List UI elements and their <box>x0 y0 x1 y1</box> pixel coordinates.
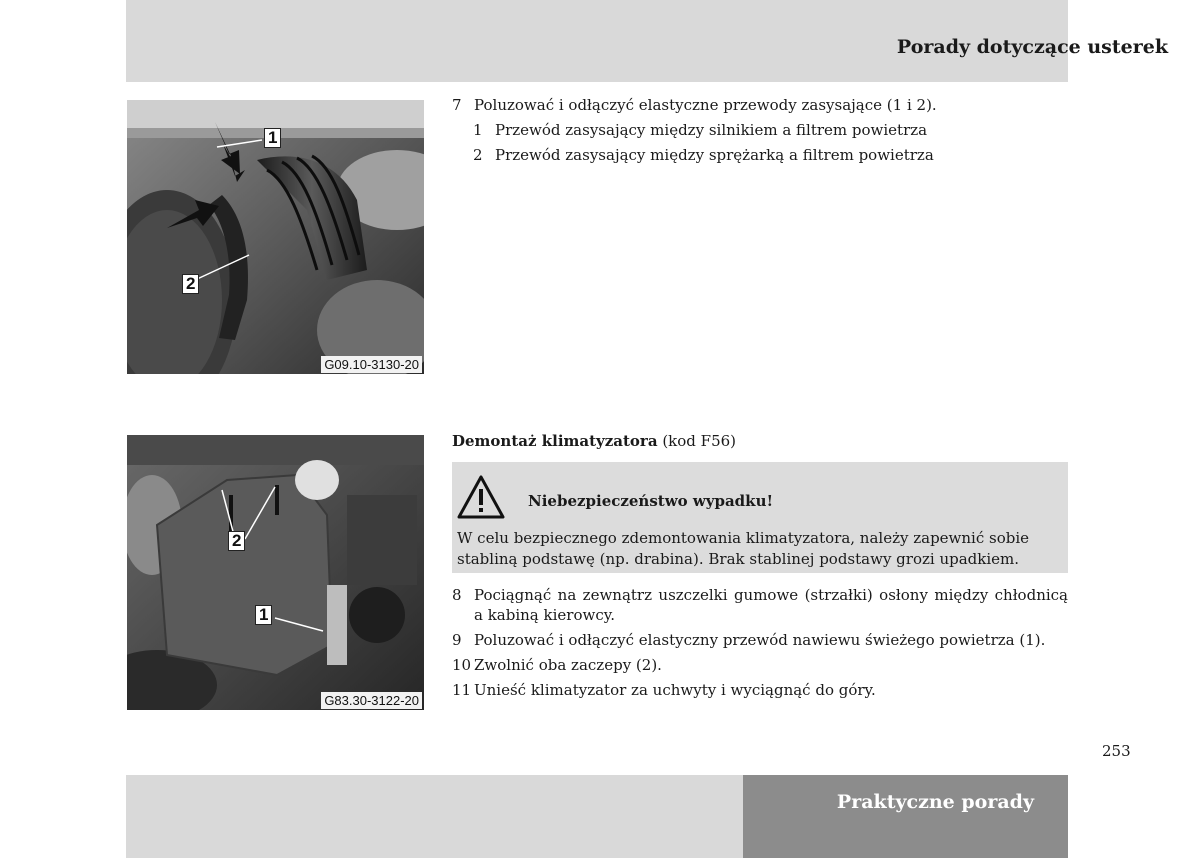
section2-heading-bold: Demontaż klimatyzatora <box>452 432 658 450</box>
step-text: Zwolnić oba zaczepy (2). <box>474 656 662 674</box>
footer-section-tab <box>743 775 1068 858</box>
step-text: Pociągnąć na zewnątrz uszczelki gumowe (strzałki) osłony między chłodnicą a kabiną kierowcy. <box>474 586 1068 624</box>
figure2-callout-1: 1 <box>255 605 272 625</box>
footer-band <box>126 775 743 858</box>
step-number: 8 <box>452 586 462 604</box>
footer-section-title: Praktyczne porady <box>836 791 1034 813</box>
figure1-callout-1: 1 <box>264 128 281 148</box>
list-item <box>452 118 1068 143</box>
item-number: 2 <box>473 146 483 164</box>
page-title: Porady dotyczące usterek <box>896 36 1168 58</box>
item-number: 1 <box>473 121 483 139</box>
step-7 <box>452 93 1068 118</box>
warning-body: W celu bezpiecznego zdemontowania klimatyzatora, należy zapewnić sobie stabliną podstawę (np. drabina). Brak stablinej podstawy grozi upadkiem. <box>457 529 1030 568</box>
engine-photo-2 <box>127 435 424 710</box>
step-11 <box>452 678 1068 703</box>
section2-heading-rest: (kod F56) <box>657 432 737 450</box>
step-number: 7 <box>452 96 462 114</box>
item-text: Przewód zasysający między sprężarką a filtrem powietrza <box>495 146 934 164</box>
warning-title: Niebezpieczeństwo wypadku! <box>528 492 774 510</box>
section2-heading <box>452 429 736 454</box>
section1-steps <box>452 93 1068 168</box>
list-item <box>452 143 1068 168</box>
figure2-callout-2: 2 <box>228 531 245 551</box>
warning-triangle-icon <box>456 474 506 524</box>
item-text: Przewód zasysający między silnikiem a filtrem powietrza <box>495 121 928 139</box>
step-text: Poluzować i odłączyć elastyczne przewody zasysające (1 i 2). <box>474 96 937 114</box>
engine-photo-2-drawing <box>127 435 424 710</box>
figure1-callout-2: 2 <box>182 274 199 294</box>
step-number: 11 <box>452 681 472 699</box>
step-10 <box>452 653 1068 678</box>
section2-steps <box>452 583 1068 703</box>
step-number: 9 <box>452 631 462 649</box>
figure2-label: G83.30-3122-20 <box>321 692 422 709</box>
figure1-label: G09.10-3130-20 <box>321 356 422 373</box>
engine-photo-1 <box>127 100 424 374</box>
step-9 <box>452 628 1068 653</box>
step-number: 10 <box>452 656 472 674</box>
page-number: 253 <box>1102 742 1131 760</box>
step-8 <box>452 585 1068 625</box>
step-text: Unieść klimatyzator za uchwyty i wyciągnąć do góry. <box>474 681 876 699</box>
step-text: Poluzować i odłączyć elastyczny przewód nawiewu świeżego powietrza (1). <box>474 631 1046 649</box>
